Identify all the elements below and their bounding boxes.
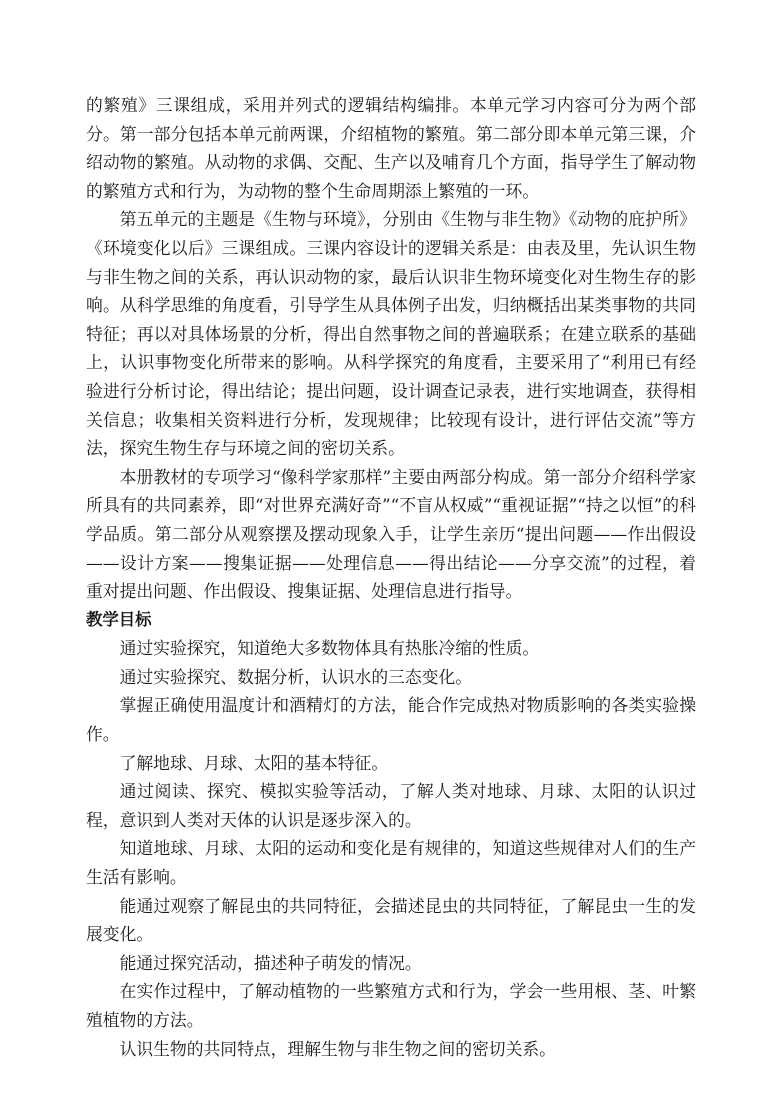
objective-item: 通过实验探究，知道绝大多数物体具有热胀冷缩的性质。 (119, 638, 540, 659)
intro-paragraph-1: 的繁殖》三课组成，采用并列式的逻辑结构编排。本单元学习内容可分为两个部分。第一部分包括本单元前两课，介绍植物的繁殖。第二部分即本单元第三课，介绍动物的繁殖。从动物的求偶、交配、生产以及哺育几个方面，指导学生了解动物的繁殖方式和行为，为动物的整个生命周期添上繁殖的一环。 (86, 95, 696, 201)
objective-item: 认识生物的共同特点，理解生物与非生物之间的密切关系。 (119, 1038, 556, 1059)
objective-item: 能通过观察了解昆虫的共同特征，会描述昆虫的共同特征，了解昆虫一生的发展变化。 (86, 895, 696, 945)
objective-item: 通过实验探究、数据分析，认识水的三态变化。 (119, 666, 473, 687)
objective-item: 能通过探究活动，描述种子萌发的情况。 (119, 952, 422, 973)
intro-paragraph-3: 本册教材的专项学习“像科学家那样”主要由两部分构成。第一部分介绍科学家所具有的共同素养，即“对世界充满好奇”“不盲从权威”“重视证据”“持之以恒”的科学品质。第二部分从观察摆及摆动现象入手，让学生亲历“提出问题——作出假设——设计方案——搜集证据——处理信息——得出结论——分享交流”的过程，着重对提出问题、作出假设、搜集证据、处理信息进行指导。 (86, 466, 696, 602)
objective-item: 了解地球、月球、太阳的基本特征。 (119, 752, 389, 773)
objective-item: 掌握正确使用温度计和酒精灯的方法，能合作完成热对物质影响的各类实验操作。 (86, 695, 696, 745)
objective-item: 知道地球、月球、太阳的运动和变化是有规律的，知道这些规律对人们的生产生活有影响。 (86, 838, 696, 888)
section-heading-teaching-goals: 教学目标 (86, 609, 152, 629)
objective-item: 通过阅读、探究、模拟实验等活动，了解人类对地球、月球、太阳的认识过程，意识到人类对天体的认识是逐步深入的。 (86, 781, 696, 830)
document-page (86, 91, 696, 1063)
intro-paragraph-2: 第五单元的主题是《生物与环境》，分别由《生物与非生物》《动物的庇护所》《环境变化以后》三课组成。三课内容设计的逻辑关系是：由表及里，先认识生物与非生物之间的关系，再认识动物的家，最后认识非生物环境变化对生物生存的影响。从科学思维的角度看，引导学生从具体例子出发，归纳概括出某类事物的共同特征；再以对具体场景的分析，得出自然事物之间的普遍联系；在建立联系的基础上，认识事物变化所带来的影响。从科学探究的角度看，主要采用了“利用已有经验进行分析讨论，得出结论；提出问题，设计调查记录表，进行实地调查，获得相关信息；收集相关资料进行分析，发现规律；比较现有设计，进行评估交流”等方法，探究生物生存与环境之间的密切关系。 (86, 209, 696, 459)
objective-item: 在实作过程中，了解动植物的一些繁殖方式和行为，学会一些用根、茎、叶繁殖植物的方法。 (86, 981, 696, 1030)
